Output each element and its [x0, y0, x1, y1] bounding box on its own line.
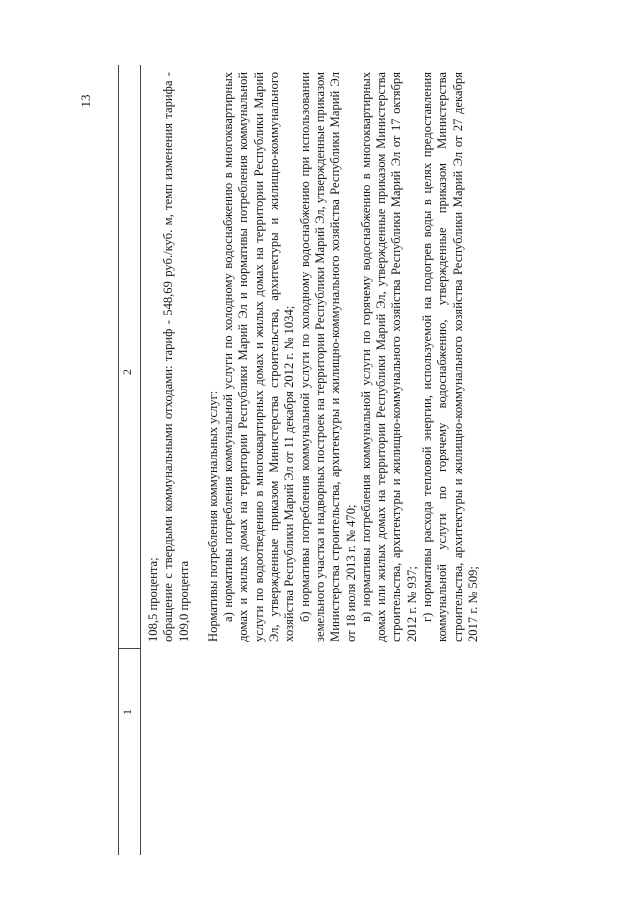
norm-item-b: б) нормативы потребления коммунальной услуги по холодному водоснабжению при использовании земельного участка и надворных построек на территории Республики Марий Эл, утвержденные приказом Министерства строительства, архитектуры и жилищно-коммунального хозяйства Республики Марий Эл от 18 июля 2013 г. № 470; — [297, 72, 358, 642]
column-2-header: 2 — [120, 369, 134, 375]
table-top-rule — [118, 65, 119, 855]
text-line: обращение с твердыми коммунальными отходами: тариф - 548,69 руб./куб. м, темп изменения тарифа - 109,0 процента — [161, 72, 191, 642]
norm-item-g: г) нормативы расхода тепловой энергии, используемой на подогрев воды в целях предоставления коммунальной услуги по горячему водоснабжению, утвержденные приказом Министерства строительства, архитектуры и жилищно-коммунального хозяйства Республики Марий Эл от 27 декабря 2017 г. № 509; — [420, 72, 480, 642]
text-line: 108,5 процента; — [146, 557, 160, 642]
column-2-content — [146, 72, 481, 642]
norm-item-v: в) нормативы потребления коммунальной услуги по горячему водоснабжению в многоквартирных домах или жилых домах на территории Республики Марий Эл, утвержденные приказом Министерства строительства, архитектуры и жилищно-коммунального хозяйства Республики Марий Эл от 17 октября 2012 г. № 937; — [358, 72, 419, 642]
page-number: 13 — [78, 94, 93, 108]
norm-item-a: а) нормативы потребления коммунальной услуги по холодному водоснабжению в многоквартирных домах и жилых домах на территории Республики Марий Эл и нормативы потребления коммунальной услуги по водоотведению в многоквартирных домах и жилых домах на территории Республики Марий Эл, утвержденные приказом Министерства строительства, архитектуры и жилищно-коммунального хозяйства Республики Марий Эл от 11 декабря 2012 г. № 1034; — [221, 72, 297, 642]
column-1-header: 1 — [120, 709, 134, 715]
table-header-rule — [140, 65, 141, 855]
column-divider — [118, 648, 140, 649]
rotated-table-page — [118, 65, 573, 855]
norms-heading: Нормативы потребления коммунальных услуг: — [205, 390, 220, 642]
